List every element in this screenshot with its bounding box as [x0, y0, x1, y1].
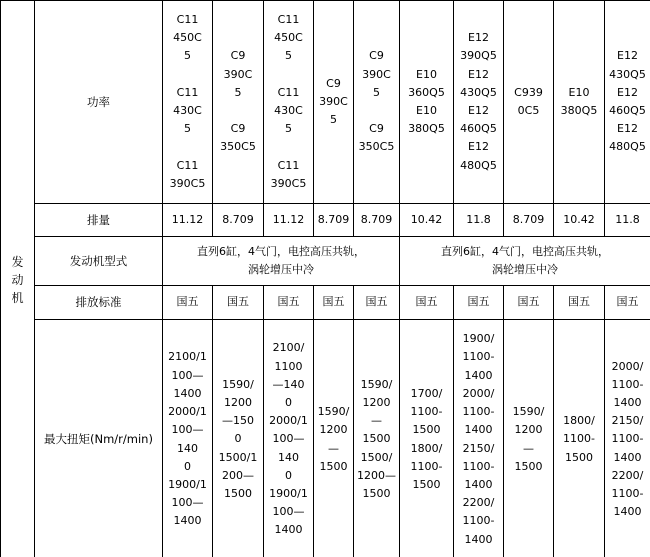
power-cell: C11 450C 5 C11 430C 5 C11 390C5	[163, 1, 213, 204]
emission-label: 排放标准	[35, 286, 163, 320]
torque-cell: 1590/ 1200 — 1500	[504, 320, 554, 557]
torque-cell: 1700/ 1100- 1500 1800/ 1100- 1500	[400, 320, 454, 557]
emission-row	[1, 286, 650, 320]
displacement-cell: 11.8	[605, 204, 650, 237]
torque-cell: 1590/ 1200 —150 0 1500/1 200— 1500	[213, 320, 264, 557]
power-cell: E10 380Q5	[554, 1, 605, 204]
emission-cell: 国五	[264, 286, 314, 320]
engine-type-label: 发动机型式	[35, 237, 163, 286]
torque-cell: 1590/ 1200 — 1500 1500/ 1200— 1500	[354, 320, 400, 557]
emission-cell: 国五	[554, 286, 605, 320]
displacement-cell: 8.709	[213, 204, 264, 237]
power-cell: E12 390Q5 E12 430Q5 E12 460Q5 E12 480Q5	[454, 1, 504, 204]
emission-cell: 国五	[605, 286, 650, 320]
emission-cell: 国五	[400, 286, 454, 320]
power-cell: C9 390C 5 C9 350C5	[354, 1, 400, 204]
engine-type-cell-right: 直列6缸，4气门，电控高压共轨， 涡轮增压中冷	[400, 237, 650, 286]
torque-label: 最大扭矩(Nm/r/min)	[35, 320, 163, 557]
power-cell: C939 0C5	[504, 1, 554, 204]
displacement-cell: 11.8	[454, 204, 504, 237]
engine-type-cell-left: 直列6缸，4气门，电控高压共轨， 涡轮增压中冷	[163, 237, 400, 286]
power-cell: E10 360Q5 E10 380Q5	[400, 1, 454, 204]
emission-cell: 国五	[163, 286, 213, 320]
power-cell: C11 450C 5 C11 430C 5 C11 390C5	[264, 1, 314, 204]
torque-cell: 2100/1 100— 1400 2000/1 100— 140 0 1900/1 100— 1400	[163, 320, 213, 557]
torque-cell: 1800/ 1100- 1500	[554, 320, 605, 557]
power-cell: C9 390C 5	[314, 1, 354, 204]
power-row	[1, 1, 650, 204]
displacement-cell: 10.42	[400, 204, 454, 237]
displacement-row	[1, 204, 650, 237]
emission-cell: 国五	[454, 286, 504, 320]
displacement-label: 排量	[35, 204, 163, 237]
torque-row	[1, 320, 650, 557]
displacement-cell: 11.12	[264, 204, 314, 237]
displacement-cell: 11.12	[163, 204, 213, 237]
emission-cell: 国五	[354, 286, 400, 320]
torque-cell: 2100/ 1100 —140 0 2000/1 100— 140 0 1900/1 100— 1400	[264, 320, 314, 557]
torque-cell: 2000/ 1100- 1400 2150/ 1100- 1400 2200/ 1100- 1400	[605, 320, 650, 557]
power-label: 功率	[35, 1, 163, 204]
engine-group-label: 发 动 机	[1, 1, 35, 557]
torque-cell: 1900/ 1100- 1400 2000/ 1100- 1400 2150/ 1100- 1400 2200/ 1100- 1400	[454, 320, 504, 557]
power-cell: C9 390C 5 C9 350C5	[213, 1, 264, 204]
emission-cell: 国五	[314, 286, 354, 320]
displacement-cell: 8.709	[354, 204, 400, 237]
emission-cell: 国五	[504, 286, 554, 320]
emission-cell: 国五	[213, 286, 264, 320]
displacement-cell: 8.709	[504, 204, 554, 237]
engine-type-row	[1, 237, 650, 286]
displacement-cell: 10.42	[554, 204, 605, 237]
torque-cell: 1590/ 1200 — 1500	[314, 320, 354, 557]
power-cell: E12 430Q5 E12 460Q5 E12 480Q5	[605, 1, 650, 204]
displacement-cell: 8.709	[314, 204, 354, 237]
